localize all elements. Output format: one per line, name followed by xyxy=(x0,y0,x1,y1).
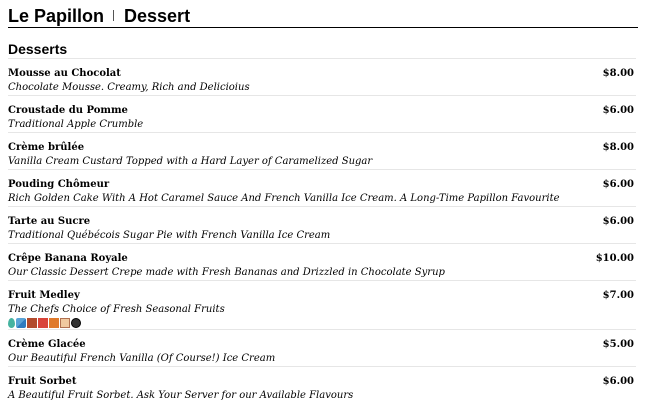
section-title: Desserts xyxy=(8,41,68,57)
item-description: The Chefs Choice of Fresh Seasonal Fruits xyxy=(8,304,225,315)
item-description: A Beautiful Fruit Sorbet. Ask Your Server for our Available Flavours xyxy=(8,390,354,401)
menu-item xyxy=(8,280,636,329)
item-name: Fruit Medley xyxy=(8,290,80,301)
item-price: $6.00 xyxy=(602,179,634,190)
item-price: $5.00 xyxy=(602,339,634,350)
menu-item xyxy=(8,329,636,366)
milk-icon xyxy=(38,318,48,328)
item-name: Pouding Chômeur xyxy=(8,179,110,190)
header-separator xyxy=(113,10,114,21)
menu-item xyxy=(8,58,636,95)
dietary-icons xyxy=(8,318,636,329)
egg-icon xyxy=(60,318,70,328)
item-price: $6.00 xyxy=(602,376,634,387)
item-price: $6.00 xyxy=(602,216,634,227)
item-name: Croustade du Pomme xyxy=(8,105,128,116)
item-description: Traditional Apple Crumble xyxy=(8,119,144,130)
item-price: $6.00 xyxy=(602,105,634,116)
menu-item xyxy=(8,366,636,403)
menu-item xyxy=(8,243,636,280)
dessert-list xyxy=(8,58,636,403)
menu-title: Dessert xyxy=(124,6,191,26)
item-name: Fruit Sorbet xyxy=(8,376,77,387)
item-price: $7.00 xyxy=(602,290,634,301)
item-name: Crème Glacée xyxy=(8,339,86,350)
item-description: Our Classic Dessert Crepe made with Fresh Bananas and Drizzled in Chocolate Syrup xyxy=(8,267,445,278)
wheat-icon xyxy=(27,318,37,328)
no-symbol-icon xyxy=(71,318,81,328)
page-header xyxy=(8,5,638,28)
item-price: $8.00 xyxy=(602,142,634,153)
leaf-icon xyxy=(16,318,26,328)
item-name: Crème brûlée xyxy=(8,142,85,153)
item-name: Crêpe Banana Royale xyxy=(8,253,128,264)
item-description: Traditional Québécois Sugar Pie with French Vanilla Ice Cream xyxy=(8,230,331,241)
nut-icon xyxy=(49,318,59,328)
menu-item xyxy=(8,95,636,132)
menu-item xyxy=(8,206,636,243)
restaurant-name: Le Papillon xyxy=(8,6,105,26)
item-name: Tarte au Sucre xyxy=(8,216,91,227)
item-description: Vanilla Cream Custard Topped with a Hard Layer of Caramelized Sugar xyxy=(8,156,373,167)
menu-item xyxy=(8,169,636,206)
item-price: $10.00 xyxy=(595,253,634,264)
item-price: $8.00 xyxy=(602,68,634,79)
item-description: Chocolate Mousse. Creamy, Rich and Delicioius xyxy=(8,82,250,93)
item-description: Our Beautiful French Vanilla (Of Course!) Ice Cream xyxy=(8,353,276,364)
item-description: Rich Golden Cake With A Hot Caramel Sauce And French Vanilla Ice Cream. A Long-Time Papillon Favourite xyxy=(8,193,560,204)
water-drop-icon xyxy=(8,318,15,328)
menu-item xyxy=(8,132,636,169)
item-name: Mousse au Chocolat xyxy=(8,68,121,79)
